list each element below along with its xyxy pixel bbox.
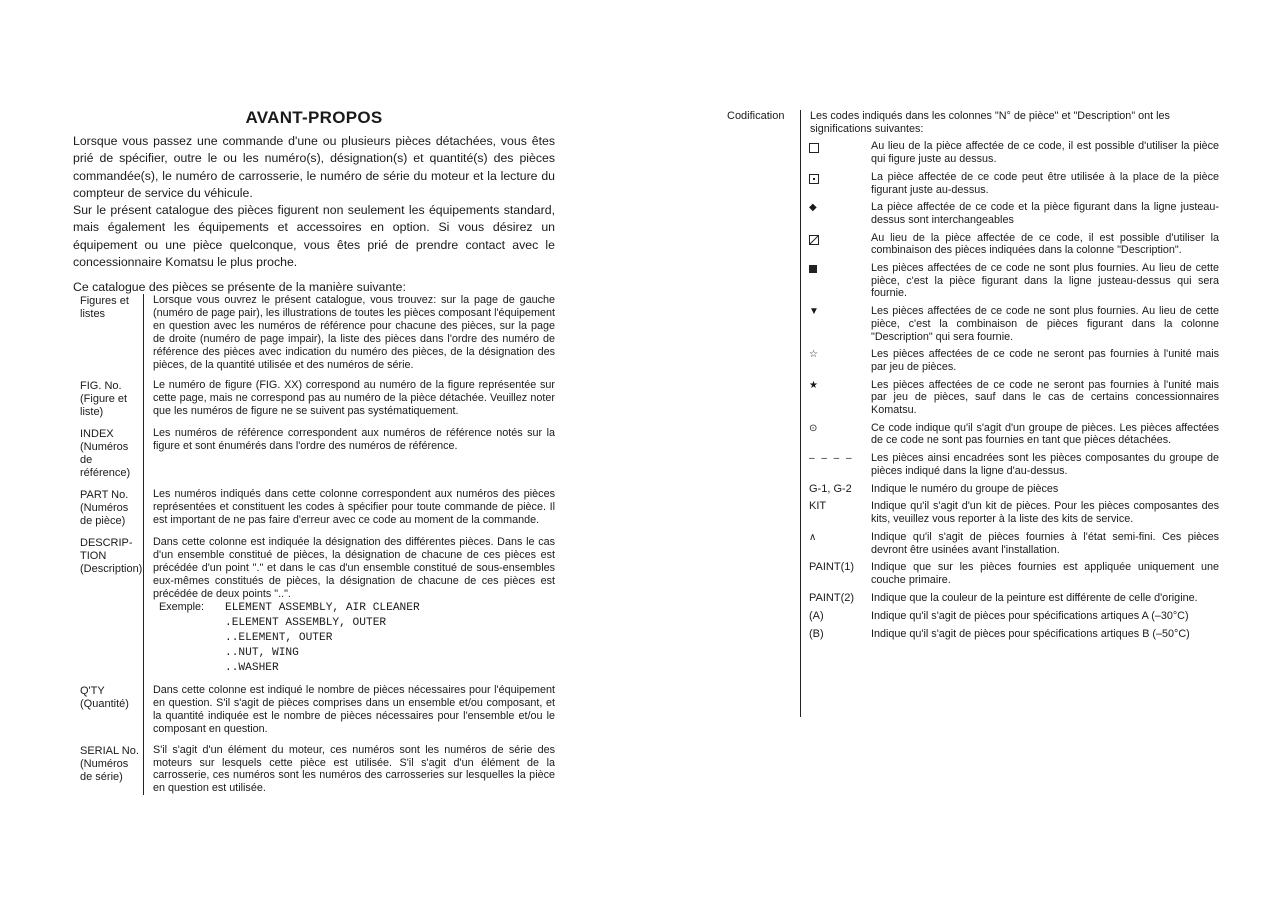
code-symbol: G-1, G-2 (809, 482, 852, 495)
code-row (801, 305, 1219, 343)
code-symbol: (B) (809, 627, 824, 640)
example-line: .ELEMENT ASSEMBLY, OUTER (225, 616, 387, 629)
codification-list (800, 110, 1219, 717)
code-row (801, 610, 1219, 623)
code-row (801, 500, 1219, 525)
code-text: Au lieu de la pièce affectée de ce code, il est possible d'utiliser la pièce qui figure juste au dessus. (871, 140, 1219, 166)
code-text: Indique qu'il s'agit de pièces pour spécifications artiques B (–50°C) (871, 627, 1190, 640)
definition-list (80, 294, 555, 795)
code-text: Les pièces ainsi encadrées sont les pièces composantes du groupe de pièces indiqué dans la ligne d'au-dessus. (871, 452, 1219, 477)
caret-icon: ∧ (809, 531, 817, 543)
intro-text (73, 133, 555, 271)
code-text: La pièce affectée de ce code et la pièce figurant dans la ligne justeau-dessus sont interchangeables (871, 201, 1219, 226)
definition-term: FIG. No. (Figure et liste) (80, 380, 128, 419)
catalog-intro: Ce catalogue des pièces se présente de la manière suivante: (73, 280, 406, 294)
definition-text: Le numéro de figure (FIG. XX) correspond au numéro de la figure représentée sur cette page, mais ne correspond pas au numéro de la pièce détachée. Veuillez noter que les numéros de figure ne se suivent pas systématiquement. (153, 379, 555, 418)
dashed-line-icon: – – – – (809, 453, 854, 465)
star-outline-icon: ☆ (809, 349, 818, 361)
intro-paragraph: Sur le présent catalogue des pièces figurent non seulement les équipements standard, mais également les équipements et accessoires en option. Si vous désirez un équipement ou une pièce quelconque, vous êtes prié de prendre contact avec le concessionnaire Komatsu le plus proche. (73, 203, 555, 270)
triangle-down-icon: ▼ (809, 306, 819, 318)
definition-text: S'il s'agit d'un élément du moteur, ces numéros sont les numéros de série des moteurs sur lesquels cette pièce est utilisée. S'il s'agit d'un élément de la carrosserie, ces numéros sont les numéros des carrosseries sur lesquelles la pièce en question est utilisée. (153, 743, 555, 795)
circle-dot-icon: ⊙ (809, 422, 818, 434)
dot-square-icon (809, 174, 819, 184)
definition-row (80, 427, 555, 480)
code-symbol: PAINT(1) (809, 561, 855, 574)
star-filled-icon: ★ (809, 379, 818, 391)
code-row (801, 171, 1219, 196)
definition-term: Figures et listes (80, 295, 129, 320)
code-row (801, 140, 1219, 165)
example-label: Exemple: (159, 600, 205, 613)
definition-text: Lorsque vous ouvrez le présent catalogue, vous trouvez: sur la page de gauche (numéro de page pair), les illustrations de toutes les pièces composant l'équipement en question avec les numéros de référence pour chacune des pièces, sur la page de droite (numéro de page impair), la liste des pièces dans l'ordre des numéro de référence des pièces avec indication du numéro des pièces, de la désignation des pièces, de la quantité utilisée et des numéros de série. (153, 294, 555, 371)
code-symbol: PAINT(2) (809, 591, 855, 604)
example-line: ..WASHER (225, 661, 279, 674)
example-block (153, 601, 555, 676)
code-text: Indique qu'il s'agit de pièces fournies à l'état semi-fini. Ces pièces devront être usinées avant l'installation. (871, 530, 1219, 556)
code-row (801, 483, 1219, 496)
example-line: ..NUT, WING (225, 646, 299, 659)
example-lines (225, 601, 420, 676)
code-symbol: KIT (809, 500, 827, 513)
page-title: AVANT-PROPOS (245, 108, 383, 127)
codification-intro: Les codes indiqués dans les colonnes "N° de pièce" et "Description" ont les significations suivantes: (810, 110, 1170, 135)
definition-row (80, 379, 555, 419)
codification-label: Codification (727, 110, 785, 122)
code-text: Les pièces affectées de ce code ne seront pas fournies à l'unité mais par jeu de pièces. (871, 348, 1219, 373)
code-text: Ce code indique qu'il s'agit d'un groupe de pièces. Les pièces affectées de ce code ne sont pas fournies en tant que pièces détachées. (871, 421, 1219, 447)
code-row (801, 628, 1219, 641)
intro-paragraph: Lorsque vous passez une commande d'une ou plusieurs pièces détachées, vous êtes prié de spécifier, outre le ou les numéro(s), désignation(s) et quantité(s) des pièces commandée(s), le numéro de carrosserie, le numéro de série du moteur et la lecture du compteur de service du véhicule. (73, 134, 555, 200)
diamond-icon: ◆ (809, 202, 817, 214)
code-row (801, 348, 1219, 373)
definition-text: Dans cette colonne est indiqué le nombre de pièces nécessaires pour l'équipement en question. S'il s'agit de pièces comprises dans un ensemble et/ou composant, et la quantité indiquée est le nombre de pièces nécessaires pour l'ensemble et/ou le composant en question. (153, 683, 555, 735)
code-row (801, 561, 1219, 586)
code-row (801, 232, 1219, 257)
code-text: La pièce affectée de ce code peut être utilisée à la place de la pièce figurant juste au-dessus. (871, 170, 1219, 196)
crossed-square-icon (809, 235, 819, 245)
code-row (801, 452, 1219, 477)
code-text: Indique qu'il s'agit de pièces pour spécifications artiques A (–30°C) (871, 609, 1189, 622)
definition-text: Les numéros indiqués dans cette colonne correspondent aux numéros des pièces représentées et constituent les codes à spécifier pour toute commande de pièce. Il est important de ne pas faire d'erreur avec ce code au moment de la commande. (153, 488, 555, 527)
definition-row (80, 684, 555, 736)
code-text: Au lieu de la pièce affectée de ce code, il est possible d'utiliser la combinaison des pièces indiquées dans la colonne "Description". (871, 231, 1219, 257)
code-text: Les pièces affectées de ce code ne sont plus fournies. Au lieu de cette pièce, c'est la pièce figurant dans la ligne justeau-dessus qui sera fournie. (871, 262, 1219, 300)
definition-term: DESCRIP-TION (Description) (80, 537, 143, 576)
definition-term: SERIAL No. (Numéros de série) (80, 744, 139, 783)
definition-row (80, 536, 555, 676)
code-text: Indique le numéro du groupe de pièces (871, 482, 1059, 495)
example-line: ..ELEMENT, OUTER (225, 631, 333, 644)
code-symbol: (A) (809, 609, 824, 622)
code-row (801, 201, 1219, 226)
definition-row (80, 294, 555, 371)
code-text: Les pièces affectées de ce code ne seront pas fournies à l'unité mais par jeu de pièces, sauf dans le cas de certains concessionnaires Komatsu. (871, 378, 1219, 417)
code-row (801, 422, 1219, 447)
definition-term: INDEX (Numéros de référence) (80, 428, 131, 480)
definition-term: PART No. (Numéros de pièce) (80, 489, 129, 528)
square-icon (809, 143, 819, 153)
code-row (801, 592, 1219, 605)
definition-text: Les numéros de référence correspondent aux numéros de référence notés sur la figure et sont énumérés dans l'ordre des numéros de référence. (153, 427, 555, 453)
definition-term: Q'TY (Quantité) (80, 684, 129, 710)
code-text: Indique que la couleur de la peinture est différente de celle d'origine. (871, 591, 1198, 604)
code-text: Indique qu'il s'agit d'un kit de pièces. Pour les pièces composantes des kits, veuillez vous reporter à la liste des kits de service. (871, 500, 1219, 526)
code-text: Indique que sur les pièces fournies est appliquée uniquement une couche primaire. (871, 561, 1219, 586)
definition-text: Dans cette colonne est indiquée la désignation des différentes pièces. Dans le cas d'un ensemble constitué de pièces, la désignation de chacune de ces pièces est précédée d'un point "." et dans le cas d'un ensemble constitué de sous-ensembles eux-mêmes constitués de pièces, la désignation de chacune de ces pièces est précédée de deux points "..". (153, 536, 555, 601)
definition-row (80, 744, 555, 796)
code-row (801, 262, 1219, 300)
code-text: Les pièces affectées de ce code ne sont plus fournies. Au lieu de cette pièce, c'est la combinaison de pièces figurant dans la colonne "Description" qui sera fournie. (871, 305, 1219, 343)
example-line: ELEMENT ASSEMBLY, AIR CLEANER (225, 601, 420, 614)
definition-row (80, 488, 555, 528)
code-row (801, 531, 1219, 556)
filled-square-icon (809, 265, 817, 273)
code-row (801, 379, 1219, 417)
